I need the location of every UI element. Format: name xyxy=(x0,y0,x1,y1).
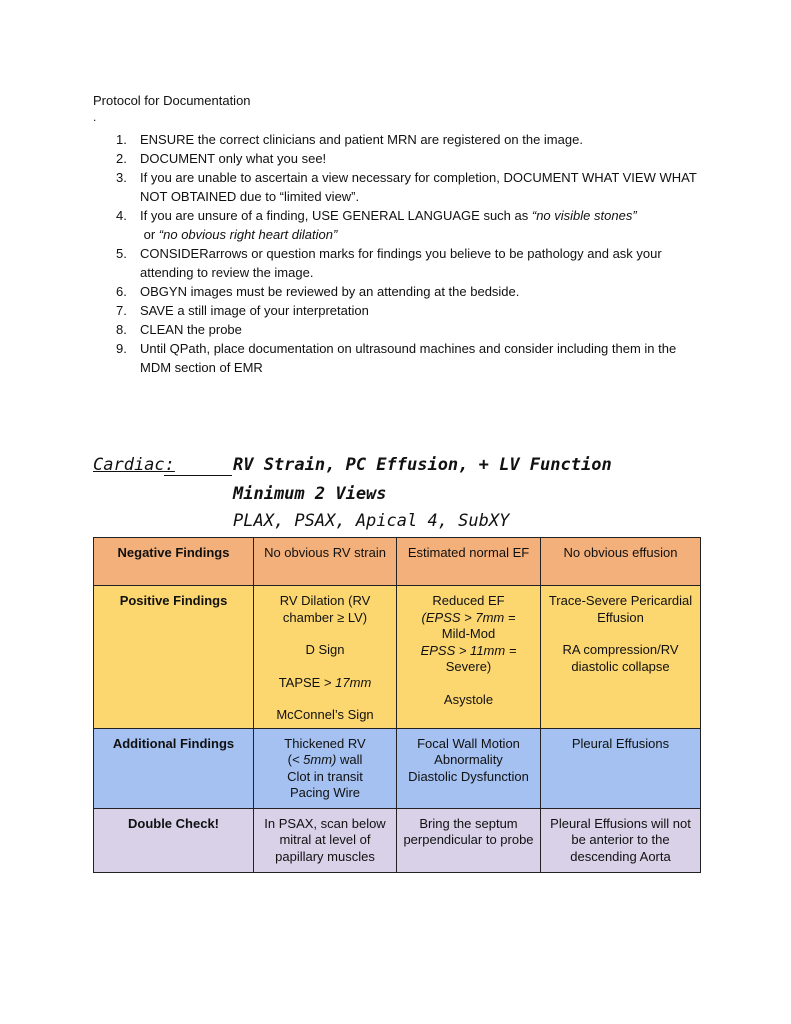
cardiac-title: RV Strain, PC Effusion, + LV Function xyxy=(233,455,612,475)
list-item: 9. Until QPath, place documentation on ultrasound machines and consider including them in the MDM section of EMR xyxy=(116,341,677,375)
cardiac-view-list: PLAX, PSAX, Apical 4, SubXY xyxy=(233,511,510,531)
list-item: 1. ENSURE the correct clinicians and patient MRN are registered on the image. xyxy=(116,132,583,147)
table-row xyxy=(94,808,701,872)
list-item: 5. CONSIDERarrows or question marks for findings you believe to be pathology and ask your attending to review the image. xyxy=(116,246,662,280)
protocol-title: Protocol for Documentation xyxy=(93,93,251,108)
table-cell: Estimated normal EF xyxy=(397,538,541,586)
cardiac-views: Minimum 2 Views xyxy=(233,484,387,504)
table-cell: No obvious RV strain xyxy=(254,538,397,586)
list-item: 8. CLEAN the probe xyxy=(116,322,242,337)
table-cell: Focal Wall Motion Abnormality Diastolic Dysfunction xyxy=(397,728,541,808)
list-item: 3. If you are unable to ascertain a view necessary for completion, DOCUMENT WHAT VIEW WHAT NOT OBTAINED due to “limited view”. xyxy=(116,170,697,204)
table-cell: Trace-Severe Pericardial Effusion RA compression/RV diastolic collapse xyxy=(541,586,701,729)
table-row xyxy=(94,538,701,586)
table-cell: RV Dilation (RV chamber ≥ LV) D Sign TAPSE > 17mm McConnel’s Sign xyxy=(254,586,397,729)
table-cell: No obvious effusion xyxy=(541,538,701,586)
table-row xyxy=(94,728,701,808)
list-item: 4. If you are unsure of a finding, USE GENERAL LANGUAGE such as “no visible stones” or “no obvious right heart dilation” xyxy=(116,208,637,242)
heading-underline xyxy=(164,475,232,476)
table-cell: In PSAX, scan below mitral at level of papillary muscles xyxy=(254,808,397,872)
table-cell: Reduced EF (EPSS > 7mm = Mild-Mod EPSS > 11mm = Severe) Asystole xyxy=(397,586,541,729)
table-cell: Thickened RV (< 5mm) wall Clot in transit Pacing Wire xyxy=(254,728,397,808)
stray-dot: . xyxy=(93,110,97,124)
list-item: 7. SAVE a still image of your interpretation xyxy=(116,303,369,318)
protocol-list xyxy=(116,130,706,377)
row-header: Positive Findings xyxy=(94,586,254,729)
list-item: 2. DOCUMENT only what you see! xyxy=(116,151,327,166)
row-header: Negative Findings xyxy=(94,538,254,586)
row-header: Double Check! xyxy=(94,808,254,872)
table-cell: Bring the septum perpendicular to probe xyxy=(397,808,541,872)
row-header: Additional Findings xyxy=(94,728,254,808)
table-cell: Pleural Effusions xyxy=(541,728,701,808)
findings-table xyxy=(93,537,701,873)
list-item: 6. OBGYN images must be reviewed by an attending at the bedside. xyxy=(116,284,520,299)
table-row xyxy=(94,586,701,729)
cardiac-label: Cardiac: xyxy=(93,455,175,475)
table-cell: Pleural Effusions will not be anterior to the descending Aorta xyxy=(541,808,701,872)
